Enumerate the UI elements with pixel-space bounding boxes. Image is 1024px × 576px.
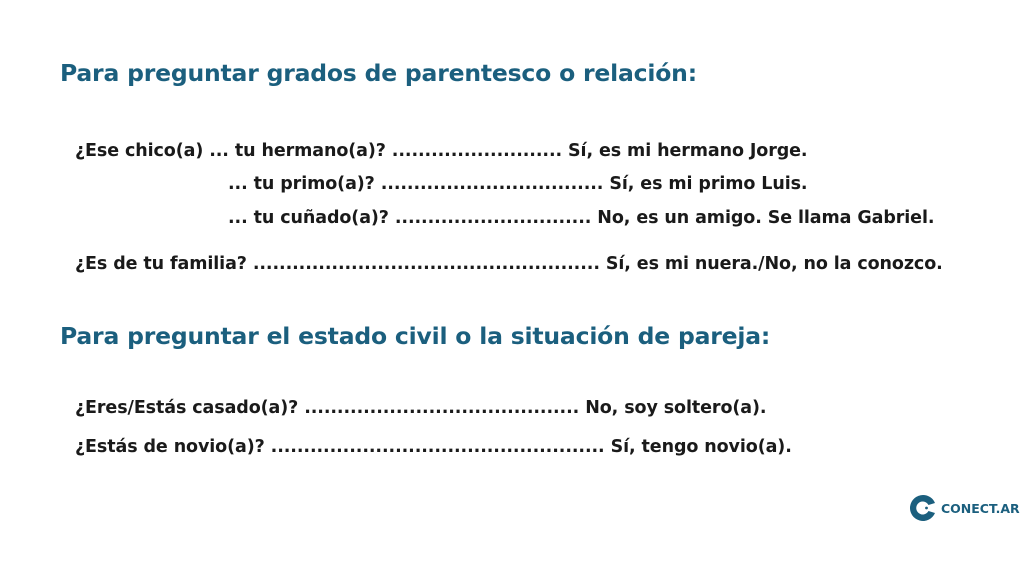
row-answer: No, es un amigo. Se llama Gabriel. bbox=[591, 208, 935, 228]
kinship-row-cunado bbox=[228, 208, 934, 228]
conectar-logo bbox=[908, 493, 1020, 523]
kinship-row-primo bbox=[228, 174, 807, 194]
row-dots: .................................. bbox=[380, 174, 604, 194]
kinship-row-familia bbox=[75, 254, 943, 274]
row-answer: No, soy soltero(a). bbox=[579, 398, 767, 418]
row-answer: Sí, es mi nuera./No, no la conozco. bbox=[599, 254, 943, 274]
kinship-row-hermano bbox=[75, 141, 807, 161]
chat-bubble-logo-icon bbox=[908, 493, 938, 523]
civil-row-casado bbox=[75, 398, 766, 418]
row-answer: Sí, es mi hermano Jorge. bbox=[562, 141, 808, 161]
row-dots: .......................................... bbox=[304, 398, 580, 418]
row-question: ¿Es de tu familia? bbox=[75, 254, 253, 274]
row-answer: Sí, es mi primo Luis. bbox=[603, 174, 808, 194]
row-dots: .............................. bbox=[394, 208, 592, 228]
row-dots: .......................... bbox=[391, 141, 563, 161]
row-question: ¿Estás de novio(a)? bbox=[75, 437, 271, 457]
civil-row-novio bbox=[75, 437, 792, 457]
row-question: ... tu primo(a)? bbox=[228, 174, 381, 194]
row-answer: Sí, tengo novio(a). bbox=[604, 437, 792, 457]
row-dots: ................................................... bbox=[270, 437, 605, 457]
row-question: ¿Ese chico(a) ... tu hermano(a)? bbox=[75, 141, 392, 161]
row-question: ¿Eres/Estás casado(a)? bbox=[75, 398, 305, 418]
section-heading-kinship: Para preguntar grados de parentesco o relación: bbox=[60, 59, 697, 87]
row-question: ... tu cuñado(a)? bbox=[228, 208, 395, 228]
section-heading-civil-status: Para preguntar el estado civil o la situación de pareja: bbox=[60, 322, 771, 350]
row-dots: ..................................................... bbox=[252, 254, 600, 274]
logo-wordmark: CONECT.AR bbox=[941, 500, 1020, 516]
